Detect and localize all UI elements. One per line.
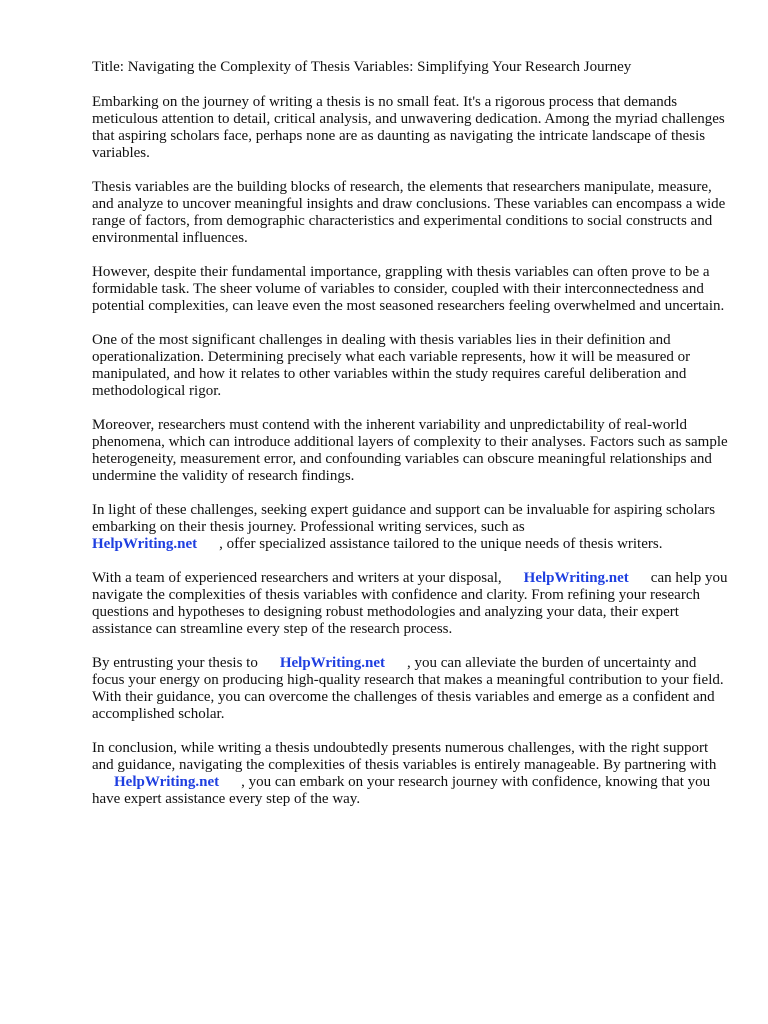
helpwriting-link[interactable]: HelpWriting.net [114, 774, 220, 790]
document-page [92, 58, 732, 825]
helpwriting-link[interactable]: HelpWriting.net [279, 655, 385, 671]
helpwriting-link[interactable]: HelpWriting.net [523, 570, 629, 586]
paragraph-text: can help you navigate the complexities of thesis variables with confidence and clarity. From refining your research questions and hypotheses to designing robust methodologies and analyzing your data, their expert assistance can streamline every step of the research process. [92, 570, 728, 637]
paragraph-text: By entrusting your thesis to [92, 655, 258, 671]
paragraph-operationalization: One of the most significant challenges in dealing with thesis variables lies in their definition and operationalization. Determining precisely what each variable represents, how it will be measured or manipulated, and how it relates to other variables within the study requires careful deliberation and methodological rigor. [92, 332, 691, 399]
helpwriting-link[interactable]: HelpWriting.net [92, 536, 198, 552]
document-title: Title: Navigating the Complexity of Thesis Variables: Simplifying Your Research Journey [92, 59, 632, 75]
paragraph-text: , you can embark on your research journey with confidence, knowing that you have expert assistance every step of the way. [92, 774, 711, 807]
paragraph-team [92, 570, 732, 638]
paragraph-variability: Moreover, researchers must contend with the inherent variability and unpredictability of real-world phenomena, which can introduce additional layers of complexity to their analyses. Factors such as sample heterogeneity, measurement error, and confounding variables can obscure meaningful relationships and undermine the validity of research findings. [92, 417, 728, 484]
paragraph-expert-guidance [92, 502, 732, 553]
paragraph-text: In light of these challenges, seeking expert guidance and support can be invaluable for aspiring scholars embarking on their thesis journey. Professional writing services, such as [92, 502, 716, 535]
paragraph-text: , offer specialized assistance tailored to the unique needs of thesis writers. [219, 536, 663, 552]
paragraph-entrusting [92, 655, 732, 723]
paragraph-conclusion [92, 740, 732, 808]
paragraph-text: , you can alleviate the burden of uncertainty and focus your energy on producing high-quality research that makes a meaningful contribution to your field. With their guidance, you can overcome the challenges of thesis variables and emerge as a confident and accomplished scholar. [92, 655, 724, 722]
paragraph-intro: Embarking on the journey of writing a thesis is no small feat. It's a rigorous process that demands meticulous attention to detail, critical analysis, and unwavering dedication. Among the myriad challenges that aspiring scholars face, perhaps none are as daunting as navigating the intricate landscape of thesis variables. [92, 94, 725, 161]
paragraph-variables-definition: Thesis variables are the building blocks of research, the elements that researchers manipulate, measure, and analyze to uncover meaningful insights and draw conclusions. These variables can encompass a wide range of factors, from demographic characteristics and experimental conditions to social constructs and environmental influences. [92, 179, 726, 246]
paragraph-text: In conclusion, while writing a thesis undoubtedly presents numerous challenges, with the right support and guidance, navigating the complexities of thesis variables is entirely manageable. By partnering with [92, 740, 717, 773]
paragraph-text: With a team of experienced researchers and writers at your disposal, [92, 570, 502, 586]
paragraph-challenges: However, despite their fundamental importance, grappling with thesis variables can often prove to be a formidable task. The sheer volume of variables to consider, coupled with their interconnectedness and potential complexities, can leave even the most seasoned researchers feeling overwhelmed and uncertain. [92, 264, 725, 314]
